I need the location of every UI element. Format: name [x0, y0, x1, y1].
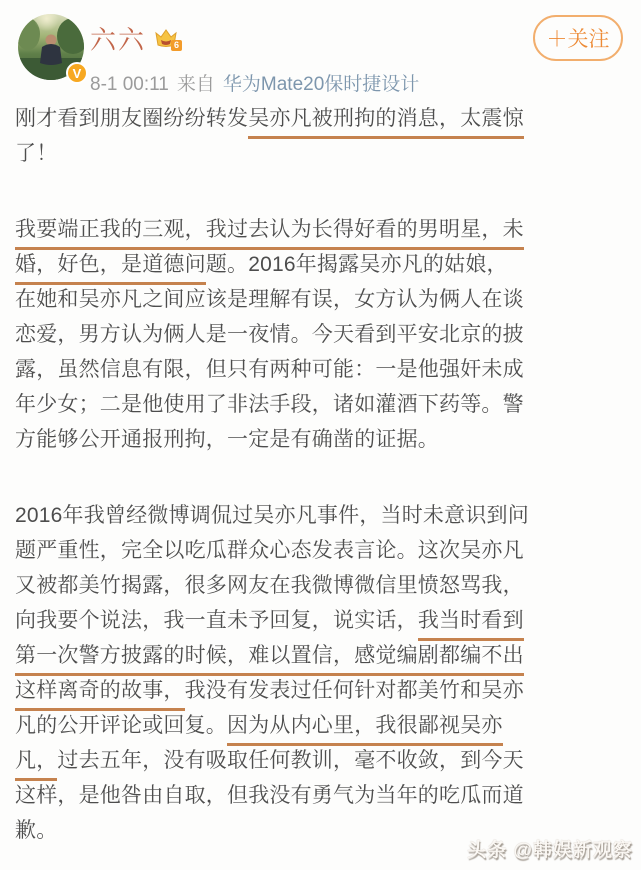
text-line — [15, 422, 531, 457]
plain-text: 题。2016年揭露吴亦凡的姑娘， — [205, 253, 508, 276]
plain-text: 恋爱，男方认为俩人是一夜情。今天看到平安北京的披 — [15, 323, 524, 346]
plain-text: 凡的公开评论或回复。 — [15, 714, 227, 737]
post-header — [0, 0, 641, 100]
text-line — [15, 317, 531, 352]
underlined-text: 婚，好色，是道德问 — [15, 253, 206, 285]
vip-level-badge: 6 — [171, 40, 182, 51]
text-line — [15, 282, 531, 317]
source-link[interactable]: 华为Mate20保时捷设计 — [222, 74, 420, 95]
plain-text: 又被都美竹揭露，很多网友在我微博微信里愤怒骂我， — [15, 574, 524, 597]
text-line — [15, 533, 531, 568]
plain-text: 2016年我曾经微博调侃过吴亦凡事件，当时未意识到问 — [15, 504, 529, 527]
timestamp: 8-1 00:11 — [90, 74, 169, 95]
post-body — [15, 101, 531, 848]
underlined-text: 我要端正我的三观，我过去认为长得好看的男明星，未 — [15, 218, 524, 250]
username[interactable]: 六六 — [90, 25, 147, 55]
follow-button-label: ＋关注 — [546, 28, 610, 51]
text-line — [15, 247, 531, 282]
underlined-text: 第一次警方披露的时候，难以置信，感觉编剧都编不出 — [15, 644, 524, 676]
plain-text: 方能够公开通报刑拘，一定是有确凿的证据。 — [15, 428, 439, 451]
text-line — [15, 352, 531, 387]
post-meta — [90, 69, 419, 96]
underlined-text: 吴亦凡被刑拘的消息，太震惊 — [248, 107, 524, 139]
text-line — [15, 673, 531, 708]
plain-text: 歉。 — [15, 819, 58, 842]
watermark-text: 头条 @韩娱新观察 — [467, 840, 633, 861]
avatar[interactable] — [18, 14, 84, 80]
vip-crown-icon — [153, 27, 179, 51]
text-line — [15, 136, 531, 171]
text-line — [15, 813, 531, 848]
plain-text: 了！ — [15, 142, 58, 165]
plain-text: 我没有发表过任何针对都美竹和吴亦 — [184, 679, 524, 702]
text-line — [15, 778, 531, 813]
post-paragraph — [15, 498, 531, 848]
plain-text: 过去五年，没有吸取任何教训，毫不收敛，到今天 — [57, 749, 524, 772]
text-line — [15, 212, 531, 247]
text-line — [15, 708, 531, 743]
text-line — [15, 498, 531, 533]
post-paragraph — [15, 212, 531, 457]
underlined-text: 这样离奇的故事， — [15, 679, 185, 711]
plain-text: 刚才看到朋友圈纷纷转发 — [15, 107, 249, 130]
post-paragraph — [15, 101, 531, 171]
text-line — [15, 101, 531, 136]
text-line — [15, 603, 531, 638]
plain-text: 这样，是他咎由自取，但我没有勇气为当年的吃瓜而道 — [15, 784, 524, 807]
plain-text: 题严重性，完全以吃瓜群众心态发表言论。这次吴亦凡 — [15, 539, 524, 562]
underlined-text: 我当时看到 — [418, 609, 524, 641]
follow-button[interactable] — [533, 15, 623, 61]
watermark — [467, 835, 633, 862]
text-line — [15, 387, 531, 422]
plain-text: 年少女；二是他使用了非法手段，诸如灌酒下药等。警 — [15, 393, 524, 416]
text-line — [15, 638, 531, 673]
plain-text: 露，虽然信息有限，但只有两种可能：一是他强奸未成 — [15, 358, 524, 381]
underlined-text: 凡， — [15, 749, 57, 781]
header-text-block — [90, 20, 419, 96]
plain-text: 向我要个说法，我一直未予回复，说实话， — [15, 609, 418, 632]
source-prefix: 来自 — [176, 74, 215, 95]
plain-text: 在她和吴亦凡之间应该是理解有误，女方认为俩人在谈 — [15, 288, 524, 311]
verified-badge-icon: V — [66, 62, 88, 84]
text-line — [15, 568, 531, 603]
text-line — [15, 743, 531, 778]
underlined-text: 因为从内心里，我很鄙视吴亦 — [227, 714, 503, 746]
